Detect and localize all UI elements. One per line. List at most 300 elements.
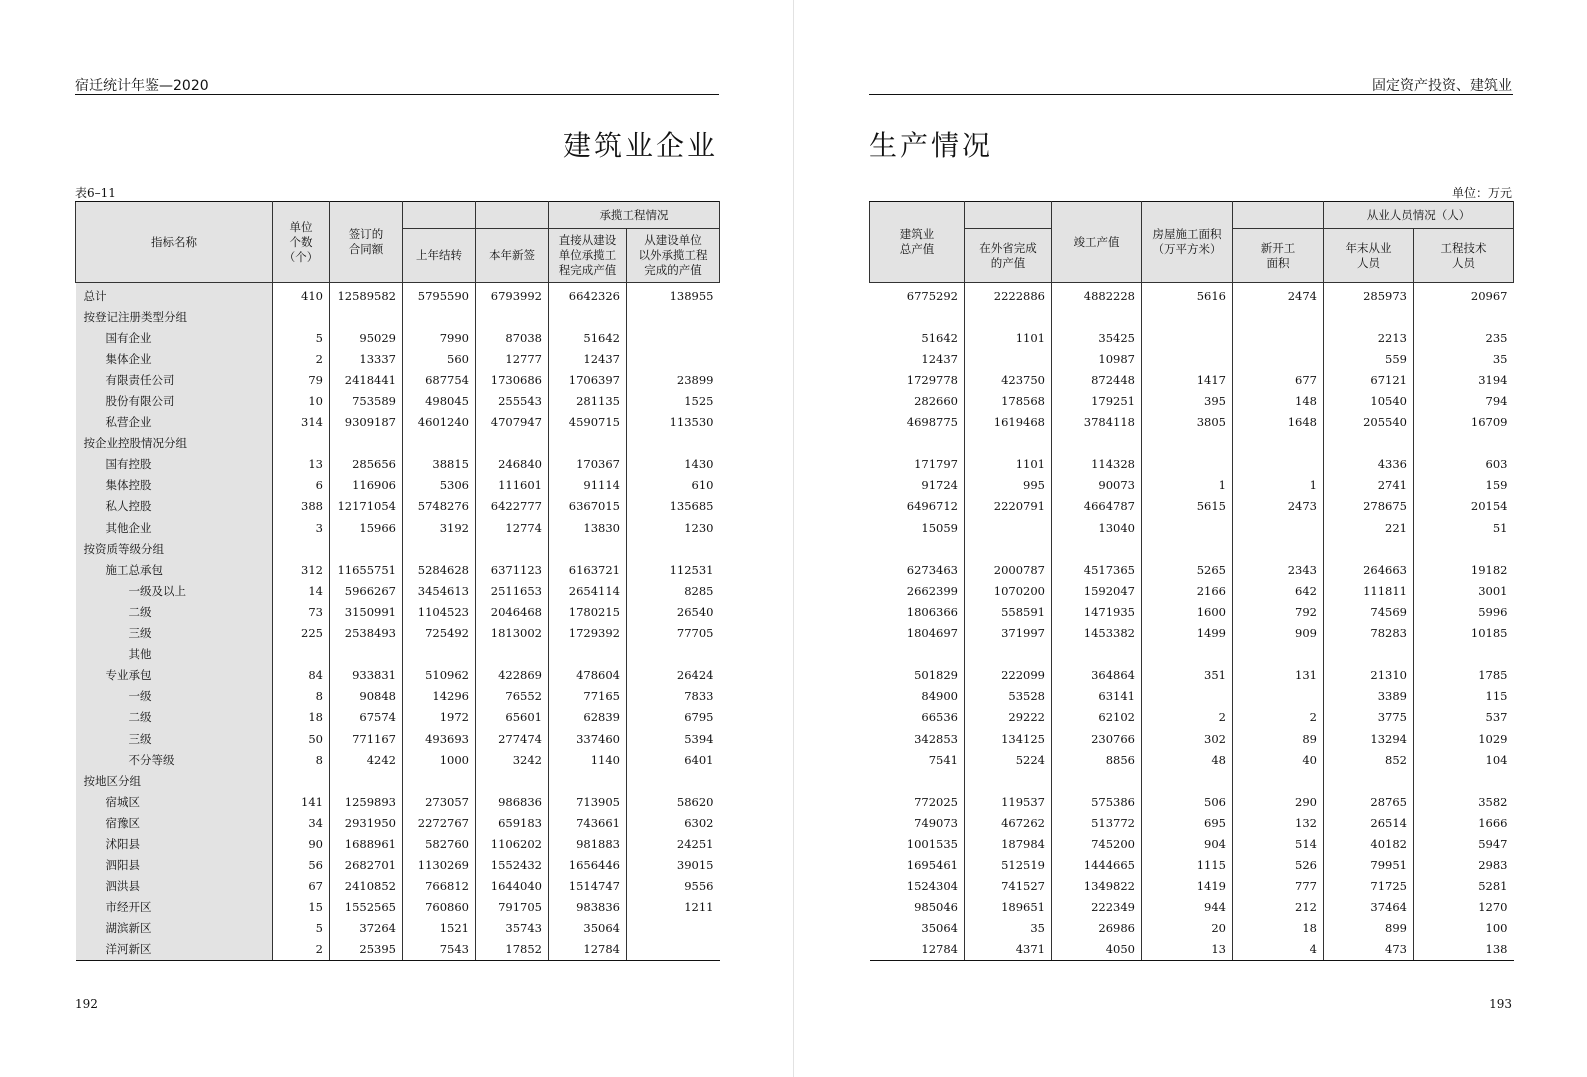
cell-contract	[330, 306, 403, 327]
cell-total: 12437	[921, 351, 958, 366]
cell-area: 1499	[1142, 623, 1233, 644]
header-rule	[869, 94, 1513, 95]
cell-staff	[1324, 538, 1414, 559]
cell-area: 1600	[1142, 601, 1233, 622]
cell-name: 国有控股	[76, 454, 273, 475]
cell-contract: 1259893	[330, 791, 403, 812]
cell-area: 904	[1142, 833, 1233, 854]
cell-contract	[330, 770, 403, 791]
cell-newarea	[1233, 517, 1324, 538]
cell-staff: 205540	[1324, 412, 1414, 433]
cell-outside: 112531	[627, 559, 720, 580]
cell-prev: 1130269	[403, 855, 476, 876]
unit-label: 单位：万元	[1451, 186, 1512, 200]
cell-name: 二级	[76, 707, 273, 728]
col-header-blank	[965, 202, 1052, 229]
table-row	[76, 791, 720, 812]
cell-newarea: 2	[1233, 707, 1324, 728]
cell-name: 一级及以上	[76, 580, 273, 601]
data-table-left	[75, 201, 720, 961]
cell-staff: 2741	[1324, 475, 1414, 496]
cell-contract: 25395	[330, 939, 403, 961]
cell-prev: 3454613	[403, 580, 476, 601]
cell-completed: 179251	[1052, 390, 1142, 411]
cell-direct	[549, 433, 627, 454]
cell-newarea: 677	[1233, 369, 1324, 390]
cell-completed: 1453382	[1052, 623, 1142, 644]
cell-area: 48	[1142, 749, 1233, 770]
table-row	[870, 496, 1514, 517]
cell-completed: 63141	[1052, 686, 1142, 707]
cell-outprov: 1101	[965, 454, 1052, 475]
cell-newarea: 777	[1233, 876, 1324, 897]
cell-total: 1804697	[906, 626, 958, 641]
cell-name: 私营企业	[76, 412, 273, 433]
cell-tech: 3194	[1414, 369, 1514, 390]
cell-direct: 35064	[549, 918, 627, 939]
cell-new: 17852	[476, 939, 549, 961]
cell-name: 按企业控股情况分组	[76, 433, 273, 454]
cell-staff: 74569	[1324, 601, 1414, 622]
table-row	[870, 601, 1514, 622]
cell-contract: 933831	[330, 665, 403, 686]
cell-area: 1417	[1142, 369, 1233, 390]
cell-contract	[330, 538, 403, 559]
cell-contract	[330, 433, 403, 454]
cell-area: 3805	[1142, 412, 1233, 433]
cell-units: 3	[273, 517, 330, 538]
cell-area: 1115	[1142, 855, 1233, 876]
cell-name: 按资质等级分组	[76, 538, 273, 559]
cell-outprov: 2000787	[965, 559, 1052, 580]
cell-contract: 13337	[330, 348, 403, 369]
cell-area: 2166	[1142, 580, 1233, 601]
cell-outprov: 558591	[965, 601, 1052, 622]
cell-name: 湖滨新区	[76, 918, 273, 939]
cell-tech: 5947	[1414, 833, 1514, 854]
cell-units: 15	[273, 897, 330, 918]
cell-contract: 2931950	[330, 812, 403, 833]
table-row	[76, 686, 720, 707]
cell-newarea: 132	[1233, 812, 1324, 833]
cell-outprov: 189651	[965, 897, 1052, 918]
cell-units: 50	[273, 728, 330, 749]
cell-new: 6422777	[476, 496, 549, 517]
cell-newarea	[1233, 327, 1324, 348]
table-row	[870, 475, 1514, 496]
cell-outprov: 1101	[965, 327, 1052, 348]
cell-prev: 687754	[403, 369, 476, 390]
cell-outside: 8285	[627, 580, 720, 601]
cell-staff: 852	[1324, 749, 1414, 770]
col-header-prev: 上年结转	[403, 229, 476, 283]
cell-outprov: 29222	[965, 707, 1052, 728]
cell-outside: 6302	[627, 812, 720, 833]
cell-staff: 21310	[1324, 665, 1414, 686]
cell-total: 1729778	[906, 372, 958, 387]
cell-prev: 14296	[403, 686, 476, 707]
cell-prev: 766812	[403, 876, 476, 897]
cell-prev: 5795590	[403, 283, 476, 307]
cell-contract: 285656	[330, 454, 403, 475]
cell-prev: 493693	[403, 728, 476, 749]
cell-staff: 79951	[1324, 855, 1414, 876]
cell-completed: 10987	[1052, 348, 1142, 369]
cell-direct: 91114	[549, 475, 627, 496]
cell-name: 私人控股	[76, 496, 273, 517]
col-header-blank	[476, 202, 549, 229]
cell-newarea: 89	[1233, 728, 1324, 749]
cell-total: 91724	[921, 478, 958, 493]
cell-direct: 1514747	[549, 876, 627, 897]
cell-name: 股份有限公司	[76, 390, 273, 411]
cell-newarea: 2473	[1233, 496, 1324, 517]
cell-units: 56	[273, 855, 330, 876]
cell-total: 1001535	[906, 836, 958, 851]
cell-new: 111601	[476, 475, 549, 496]
cell-completed: 1444665	[1052, 855, 1142, 876]
cell-tech	[1414, 433, 1514, 454]
cell-newarea	[1233, 348, 1324, 369]
cell-prev	[403, 433, 476, 454]
cell-new	[476, 538, 549, 559]
col-header-units: 单位 个数 （个）	[273, 202, 330, 283]
cell-prev: 3192	[403, 517, 476, 538]
cell-completed: 745200	[1052, 833, 1142, 854]
cell-name: 其他	[76, 644, 273, 665]
cell-prev: 498045	[403, 390, 476, 411]
cell-completed: 1592047	[1052, 580, 1142, 601]
cell-direct: 983836	[549, 897, 627, 918]
cell-newarea	[1233, 306, 1324, 327]
cell-newarea: 909	[1233, 623, 1324, 644]
cell-outside: 26540	[627, 601, 720, 622]
cell-tech: 20154	[1414, 496, 1514, 517]
cell-outprov	[965, 517, 1052, 538]
cell-direct: 337460	[549, 728, 627, 749]
cell-newarea	[1233, 644, 1324, 665]
cell-outprov: 4371	[965, 939, 1052, 961]
cell-total: 6496712	[906, 499, 958, 514]
cell-area: 13	[1142, 939, 1233, 961]
cell-new: 1106202	[476, 833, 549, 854]
cell-newarea: 526	[1233, 855, 1324, 876]
cell-direct: 1729392	[549, 623, 627, 644]
cell-new: 2511653	[476, 580, 549, 601]
cell-completed: 364864	[1052, 665, 1142, 686]
cell-units: 2	[273, 939, 330, 961]
cell-area: 2	[1142, 707, 1233, 728]
cell-tech	[1414, 644, 1514, 665]
cell-total: 1695461	[906, 858, 958, 873]
cell-area: 1419	[1142, 876, 1233, 897]
cell-new	[476, 770, 549, 791]
cell-staff: 3389	[1324, 686, 1414, 707]
cell-units: 18	[273, 707, 330, 728]
table-row	[870, 644, 1514, 665]
table-row	[76, 939, 720, 961]
cell-completed: 114328	[1052, 454, 1142, 475]
cell-area: 5615	[1142, 496, 1233, 517]
cell-new	[476, 433, 549, 454]
cell-units	[273, 644, 330, 665]
cell-completed	[1052, 538, 1142, 559]
cell-total	[870, 770, 965, 791]
cell-direct	[549, 770, 627, 791]
cell-direct: 478604	[549, 665, 627, 686]
col-header-completed: 竣工产值	[1052, 202, 1142, 283]
cell-total: 7541	[928, 752, 958, 767]
table-row	[870, 665, 1514, 686]
cell-tech: 104	[1414, 749, 1514, 770]
cell-units	[273, 770, 330, 791]
running-header-left: 宿迁统计年鉴—2020	[75, 78, 209, 94]
cell-area	[1142, 433, 1233, 454]
cell-name: 宿城区	[76, 791, 273, 812]
cell-outprov: 35	[965, 918, 1052, 939]
cell-area: 302	[1142, 728, 1233, 749]
cell-outside	[627, 939, 720, 961]
cell-total	[870, 306, 965, 327]
cell-staff: 559	[1324, 348, 1414, 369]
cell-tech: 537	[1414, 707, 1514, 728]
cell-prev	[403, 538, 476, 559]
cell-staff: 2213	[1324, 327, 1414, 348]
cell-tech: 100	[1414, 918, 1514, 939]
cell-name: 施工总承包	[76, 559, 273, 580]
cell-newarea: 40	[1233, 749, 1324, 770]
right-page	[794, 0, 1587, 1077]
cell-area	[1142, 327, 1233, 348]
cell-prev: 7543	[403, 939, 476, 961]
col-header-staff-group: 从业人员情况（人）	[1324, 202, 1514, 229]
cell-newarea: 290	[1233, 791, 1324, 812]
left-page	[0, 0, 793, 1077]
cell-staff	[1324, 433, 1414, 454]
cell-area: 20	[1142, 918, 1233, 939]
table-row	[76, 770, 720, 791]
cell-total: 66536	[921, 710, 958, 725]
cell-prev: 4601240	[403, 412, 476, 433]
cell-prev: 1521	[403, 918, 476, 939]
cell-outside: 26424	[627, 665, 720, 686]
cell-units: 141	[273, 791, 330, 812]
cell-direct: 1706397	[549, 369, 627, 390]
cell-direct	[549, 306, 627, 327]
table-row	[870, 306, 1514, 327]
cell-contract: 9309187	[330, 412, 403, 433]
cell-tech: 794	[1414, 390, 1514, 411]
cell-area	[1142, 644, 1233, 665]
cell-outprov: 512519	[965, 855, 1052, 876]
cell-new: 277474	[476, 728, 549, 749]
page-title-right: 生产情况	[869, 129, 994, 162]
cell-tech: 3001	[1414, 580, 1514, 601]
cell-outside: 135685	[627, 496, 720, 517]
cell-outside: 1211	[627, 897, 720, 918]
cell-area	[1142, 538, 1233, 559]
cell-area: 395	[1142, 390, 1233, 411]
cell-direct	[549, 538, 627, 559]
cell-area: 506	[1142, 791, 1233, 812]
cell-direct: 281135	[549, 390, 627, 411]
cell-new	[476, 306, 549, 327]
cell-area	[1142, 517, 1233, 538]
cell-outprov: 741527	[965, 876, 1052, 897]
cell-completed: 3784118	[1052, 412, 1142, 433]
cell-prev: 582760	[403, 833, 476, 854]
cell-outside	[627, 327, 720, 348]
table-row	[870, 348, 1514, 369]
page-title-left: 建筑业企业	[562, 129, 718, 162]
cell-direct: 12437	[549, 348, 627, 369]
cell-area	[1142, 686, 1233, 707]
cell-staff: 10540	[1324, 390, 1414, 411]
cell-prev	[403, 770, 476, 791]
cell-direct: 981883	[549, 833, 627, 854]
cell-tech: 603	[1414, 454, 1514, 475]
cell-outside	[627, 433, 720, 454]
cell-area	[1142, 770, 1233, 791]
cell-outside	[627, 770, 720, 791]
header-rule	[75, 94, 719, 95]
cell-direct: 6163721	[549, 559, 627, 580]
cell-tech: 10185	[1414, 623, 1514, 644]
table-row	[76, 412, 720, 433]
cell-prev: 1000	[403, 749, 476, 770]
cell-tech: 3582	[1414, 791, 1514, 812]
cell-units	[273, 538, 330, 559]
col-header-group: 承揽工程情况	[549, 202, 720, 229]
cell-contract: 12171054	[330, 496, 403, 517]
table-row	[76, 812, 720, 833]
cell-newarea	[1233, 686, 1324, 707]
cell-newarea	[1233, 538, 1324, 559]
cell-outside: 9556	[627, 876, 720, 897]
cell-units: 14	[273, 580, 330, 601]
cell-direct: 1656446	[549, 855, 627, 876]
cell-prev: 725492	[403, 623, 476, 644]
table-row	[76, 601, 720, 622]
cell-contract: 753589	[330, 390, 403, 411]
cell-staff: 71725	[1324, 876, 1414, 897]
cell-tech: 115	[1414, 686, 1514, 707]
cell-outside	[627, 538, 720, 559]
cell-name: 二级	[76, 601, 273, 622]
table-row	[76, 855, 720, 876]
cell-completed	[1052, 433, 1142, 454]
cell-completed: 1471935	[1052, 601, 1142, 622]
cell-units	[273, 433, 330, 454]
cell-total: 84900	[921, 689, 958, 704]
cell-tech: 1785	[1414, 665, 1514, 686]
cell-name: 泗洪县	[76, 876, 273, 897]
table-row	[870, 812, 1514, 833]
cell-contract: 2418441	[330, 369, 403, 390]
cell-completed: 4664787	[1052, 496, 1142, 517]
cell-total	[870, 644, 965, 665]
cell-contract: 5966267	[330, 580, 403, 601]
cell-completed: 872448	[1052, 369, 1142, 390]
cell-total: 1524304	[906, 879, 958, 894]
table-row	[870, 791, 1514, 812]
cell-total: 6775292	[906, 288, 958, 303]
cell-outprov: 467262	[965, 812, 1052, 833]
cell-newarea: 1648	[1233, 412, 1324, 433]
cell-staff	[1324, 644, 1414, 665]
cell-completed: 4050	[1052, 939, 1142, 961]
cell-completed	[1052, 644, 1142, 665]
cell-staff: 278675	[1324, 496, 1414, 517]
table-row	[76, 538, 720, 559]
cell-name: 国有企业	[76, 327, 273, 348]
cell-units: 79	[273, 369, 330, 390]
table-row	[870, 770, 1514, 791]
cell-name: 集体控股	[76, 475, 273, 496]
cell-completed: 8856	[1052, 749, 1142, 770]
cell-staff: 899	[1324, 918, 1414, 939]
table-row	[76, 348, 720, 369]
table-row	[76, 327, 720, 348]
cell-staff: 264663	[1324, 559, 1414, 580]
cell-units: 314	[273, 412, 330, 433]
col-header-newarea: 新开工 面积	[1233, 229, 1324, 283]
cell-total: 749073	[914, 815, 958, 830]
cell-outside: 23899	[627, 369, 720, 390]
cell-staff: 78283	[1324, 623, 1414, 644]
table-row	[870, 833, 1514, 854]
table-row	[76, 833, 720, 854]
cell-contract: 2410852	[330, 876, 403, 897]
table-row	[76, 580, 720, 601]
cell-area	[1142, 348, 1233, 369]
table-row	[870, 623, 1514, 644]
col-header-staff: 年末从业 人员	[1324, 229, 1414, 283]
cell-outside: 58620	[627, 791, 720, 812]
cell-total: 772025	[914, 794, 958, 809]
cell-area: 5265	[1142, 559, 1233, 580]
cell-total: 12784	[870, 939, 965, 961]
cell-name: 市经开区	[76, 897, 273, 918]
cell-outprov: 423750	[965, 369, 1052, 390]
cell-outside: 113530	[627, 412, 720, 433]
cell-area	[1142, 306, 1233, 327]
cell-newarea: 2474	[1233, 283, 1324, 307]
cell-direct: 170367	[549, 454, 627, 475]
table-row	[76, 390, 720, 411]
cell-contract: 116906	[330, 475, 403, 496]
cell-total: 171797	[914, 457, 958, 472]
cell-name: 洋河新区	[76, 939, 273, 961]
table-row	[76, 454, 720, 475]
cell-prev: 1972	[403, 707, 476, 728]
cell-tech: 20967	[1414, 283, 1514, 307]
cell-new: 659183	[476, 812, 549, 833]
cell-contract: 15966	[330, 517, 403, 538]
table-row	[870, 369, 1514, 390]
cell-contract: 771167	[330, 728, 403, 749]
cell-outside: 77705	[627, 623, 720, 644]
cell-new: 12777	[476, 348, 549, 369]
table-row	[76, 559, 720, 580]
cell-name: 按登记注册类型分组	[76, 306, 273, 327]
col-header-total: 建筑业 总产值	[870, 202, 965, 283]
table-row	[76, 876, 720, 897]
cell-staff: 28765	[1324, 791, 1414, 812]
cell-units: 8	[273, 686, 330, 707]
table-row	[870, 390, 1514, 411]
cell-area: 5616	[1142, 283, 1233, 307]
